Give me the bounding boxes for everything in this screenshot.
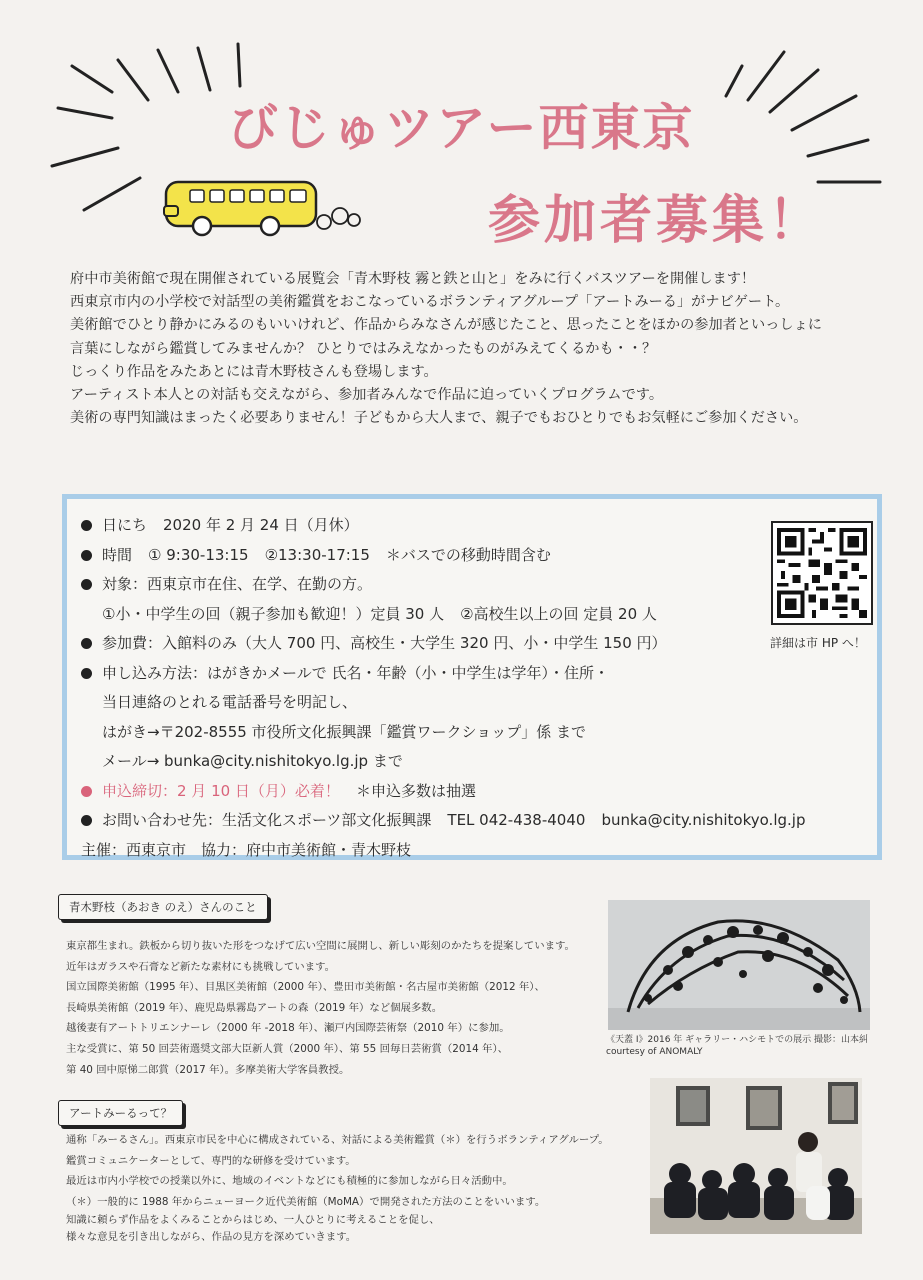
artist-bio-line: 長崎県美術館（2019 年）、鹿児島県霧島アートの森（2019 年）など個展多数。 bbox=[66, 1001, 443, 1014]
artist-bio bbox=[66, 936, 575, 1080]
organizer-text: 主催：西東京市 協力：府中市美術館・青木野枝 bbox=[81, 840, 412, 859]
time-label: 時間 bbox=[102, 545, 133, 564]
date-label: 日にち bbox=[102, 516, 148, 534]
artist-bio-line: 近年はガラスや石膏など新たな素材にも挑戦しています。 bbox=[66, 960, 336, 973]
target-text: 対象：西東京市在住、在学、在勤の方。 bbox=[102, 575, 373, 593]
artmiru-line: 鑑賞コミュニケーターとして、専門的な研修を受けています。 bbox=[66, 1154, 356, 1167]
artwork-photo-caption bbox=[606, 1034, 868, 1058]
contact-label: お問い合わせ先：生活文化スポーツ部文化振興課 bbox=[102, 811, 432, 829]
target-row bbox=[81, 570, 881, 600]
artmiru-note bbox=[66, 1194, 545, 1247]
bullet-icon bbox=[81, 550, 92, 561]
artmiru-section-heading: アートみーるって？ bbox=[58, 1100, 183, 1126]
bullet-icon bbox=[81, 520, 92, 531]
artmiru-line: 最近は市内小学校での授業以外に、地域のイベントなどにも積極的に参加しながら日々活動中。 bbox=[66, 1175, 513, 1188]
artist-bio-line: 東京都生まれ。鉄板から切り抜いた形をつなげて広い空間に展開し、新しい彫刻のかたちを提案しています。 bbox=[66, 940, 575, 952]
page-title: びじゅツアー西東京 bbox=[228, 99, 695, 157]
contact-row bbox=[81, 806, 881, 836]
apply-row bbox=[81, 659, 881, 689]
bus-illustration bbox=[160, 176, 370, 246]
intro-line: 府中市美術館で現在開催されている展覧会「青木野枝 霧と鉄と山と」をみに行くバスツアーを開催します！ bbox=[70, 271, 756, 287]
artwork-caption-line: courtesy of ANOMALY bbox=[606, 1047, 703, 1057]
artist-section-heading: 青木野枝（あおき のえ）さんのこと bbox=[58, 894, 268, 920]
contact-email[interactable]: bunka@city.nishitokyo.lg.jp bbox=[601, 811, 806, 829]
time-row bbox=[81, 541, 881, 571]
bullet-icon bbox=[81, 815, 92, 826]
apply-postcard-row bbox=[81, 718, 881, 748]
artist-bio-line: 主な受賞に、第 50 回芸術選奨文部大臣新人賞（2000 年）、第 55 回毎日芸術賞（2014 年）、 bbox=[66, 1042, 509, 1055]
contact-tel: TEL 042-438-4040 bbox=[447, 811, 586, 829]
apply-email-row bbox=[81, 747, 881, 777]
time-note: ＊バスでの移動時間含む bbox=[385, 545, 551, 564]
target-detail-1: ①小・中学生の回（親子参加も歓迎！）定員 30 人 bbox=[102, 604, 445, 623]
deadline-row bbox=[81, 777, 881, 807]
time-slot-1: ① 9:30-13:15 bbox=[148, 545, 249, 564]
deadline-text: 申込締切：2 月 10 日（月）必着！ bbox=[102, 781, 340, 800]
artist-bio-line: 国立国際美術館（1995 年）、目黒区美術館（2000 年）、豊田市美術館・名古屋市美術館（2012 年）、 bbox=[66, 981, 545, 994]
intro-line: 西東京市内の小学校で対話型の美術鑑賞をおこなっているボランティアグループ「アートみーる」がナビゲート。 bbox=[70, 294, 790, 311]
date-value: 2020 年 2 月 24 日（月休） bbox=[163, 516, 359, 534]
target-detail-row bbox=[81, 600, 881, 630]
artmiru-description bbox=[66, 1130, 609, 1192]
target-detail-2: ②高校生以上の回 定員 20 人 bbox=[460, 604, 657, 623]
artwork-caption-line: 《天蓋 I》2016 年 ギャラリー・ハシモトでの展示 撮影：山本糾 bbox=[606, 1035, 869, 1045]
bullet-icon bbox=[81, 786, 92, 797]
artmiru-note-line: 知識に頼らず作品をよくみることからはじめ、一人ひとりに考えることを促し、 bbox=[66, 1213, 440, 1226]
apply-text: 当日連絡のとれる電話番号を明記し、 bbox=[102, 693, 358, 711]
intro-line: 美術の専門知識はまったく必要ありません！子どもから大人まで、親子でもおひとりでもお気軽にご参加ください。 bbox=[70, 410, 808, 427]
apply-email-text: メール→ bunka@city.nishitokyo.lg.jp まで bbox=[102, 752, 403, 770]
intro-text bbox=[70, 268, 900, 430]
intro-line: 美術館でひとり静かにみるのもいいけれど、作品からみなさんが感じたこと、思ったことをほかの参加者といっしょに bbox=[70, 317, 822, 334]
bullet-icon bbox=[81, 668, 92, 679]
organizer-row bbox=[81, 836, 881, 866]
date-row bbox=[81, 511, 881, 541]
artist-bio-line: 越後妻有アートトリエンナーレ（2000 年 -2018 年）、瀬戸内国際芸術祭（2010 年）に参加。 bbox=[66, 1022, 510, 1035]
deadline-note: ＊申込多数は抽選 bbox=[355, 781, 476, 800]
workshop-photo bbox=[650, 1078, 862, 1234]
artwork-photo bbox=[608, 900, 870, 1030]
apply-postcard-text: はがき→〒202-8555 市役所文化振興課「鑑賞ワークショップ」係 まで bbox=[102, 722, 587, 741]
fee-text: 参加費：入館料のみ（大人 700 円、高校生・大学生 320 円、小・中学生 150 円） bbox=[102, 634, 667, 652]
fee-row bbox=[81, 629, 881, 659]
bullet-icon bbox=[81, 579, 92, 590]
time-slot-2: ②13:30-17:15 bbox=[264, 545, 370, 564]
artmiru-note-line: （＊）一般的に 1988 年からニューヨーク近代美術館（MoMA）で開発された方法のことをいいます。 bbox=[66, 1196, 546, 1208]
event-info-list bbox=[81, 511, 881, 865]
apply-text: 申し込み方法：はがきかメールで 氏名・年齢（小・中学生は学年）・住所・ bbox=[102, 663, 609, 682]
intro-line: アーティスト本人との対話も交えながら、参加者みんなで作品に迫っていくプログラムです。 bbox=[70, 387, 664, 404]
apply-row-2 bbox=[81, 688, 881, 718]
intro-line: 言葉にしながら鑑賞してみませんか？ ひとりではみえなかったものがみえてくるかも・・？ bbox=[70, 340, 657, 357]
qr-code-icon[interactable] bbox=[771, 521, 873, 625]
bullet-icon bbox=[81, 638, 92, 649]
event-info-box bbox=[62, 494, 882, 860]
artmiru-line: 通称「みーるさん」。西東京市民を中心に構成されている、対話による美術鑑賞（＊）を行うボランティアグループ。 bbox=[66, 1134, 609, 1146]
qr-caption: 詳細は市 HP へ！ bbox=[770, 636, 866, 650]
intro-line: じっくり作品をみたあとには青木野枝さんも登場します。 bbox=[70, 363, 438, 380]
artmiru-note-line: 様々な意見を引き出しながら、作品の見方を深めていきます。 bbox=[66, 1231, 357, 1243]
page-subtitle: 参加者募集！ bbox=[488, 191, 825, 251]
artist-bio-line: 第 40 回中原悌二郎賞（2017 年）。多摩美術大学客員教授。 bbox=[66, 1063, 350, 1076]
